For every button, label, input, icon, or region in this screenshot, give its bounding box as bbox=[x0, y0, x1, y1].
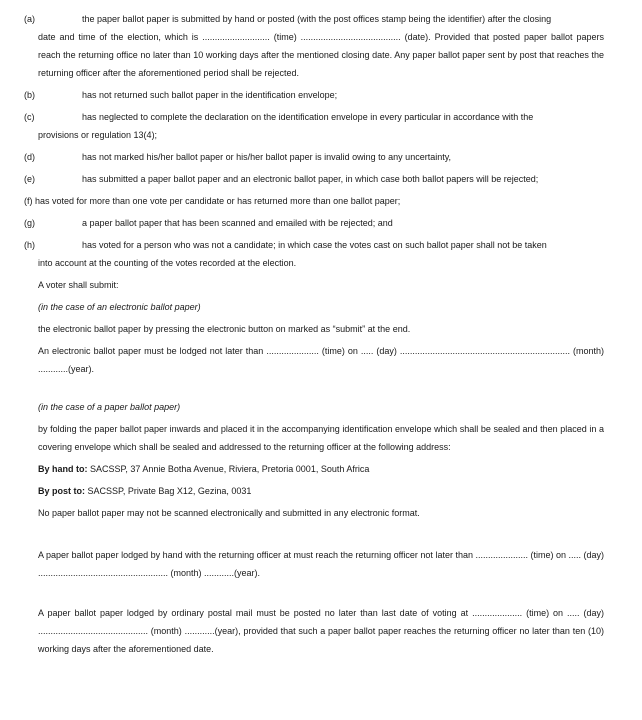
list-item-label: (d) bbox=[24, 152, 35, 162]
by-post-label: By post to: bbox=[38, 486, 85, 496]
post-deadline: A paper ballot paper lodged by ordinary postal mail must be posted no later than last date of voting at .................... (time) on ..... (day) ............................................ (month) ............(year), provided that such a paper ballot paper reaches the returning officer no later than ten (10) working days after the aforementioned date. bbox=[38, 608, 604, 654]
rejection-list-2 bbox=[24, 214, 604, 272]
list-item-label: (e) bbox=[24, 174, 35, 184]
paper-heading: (in the case of a paper ballot paper) bbox=[38, 402, 181, 412]
list-item-text: has voted for a person who was not a candidate; in which case the votes cast on such ballot paper shall not be taken bbox=[82, 240, 547, 250]
list-item-label: (h) bbox=[24, 240, 35, 250]
list-item-label: (a) bbox=[24, 14, 35, 24]
list-item-label: (b) bbox=[24, 90, 35, 100]
list-item-label: (c) bbox=[24, 112, 35, 122]
list-item-continuation: provisions or regulation 13(4); bbox=[38, 130, 158, 140]
list-item bbox=[24, 170, 604, 188]
rejection-list bbox=[24, 10, 604, 188]
voter-submit: A voter shall submit: bbox=[38, 280, 119, 290]
list-item bbox=[24, 108, 604, 144]
by-post-line bbox=[24, 482, 604, 500]
list-item bbox=[24, 86, 604, 104]
no-scan-notice: No paper ballot paper may not be scanned electronically and submitted in any electronic format. bbox=[38, 508, 420, 518]
by-post-address: SACSSP, Private Bag X12, Gezina, 0031 bbox=[85, 486, 252, 496]
list-item-text: a paper ballot paper that has been scanned and emailed with be rejected; and bbox=[82, 218, 393, 228]
paper-text: by folding the paper ballot paper inwards and placed it in the accompanying identification envelope which shall be sealed and then placed in a covering envelope which shall be sealed and addressed to the returning officer at the following address: bbox=[38, 424, 604, 452]
list-item-continuation: into account at the counting of the votes recorded at the election. bbox=[38, 258, 297, 268]
by-hand-address: SACSSP, 37 Annie Botha Avenue, Riviera, Pretoria 0001, South Africa bbox=[87, 464, 370, 474]
list-item-f bbox=[24, 192, 604, 210]
electronic-heading: (in the case of an electronic ballot paper) bbox=[38, 302, 201, 312]
list-item-label: (g) bbox=[24, 218, 35, 228]
list-item-text: (f) has voted for more than one vote per candidate or has returned more than one ballot paper; bbox=[24, 196, 401, 206]
electronic-text: the electronic ballot paper by pressing the electronic button on marked as “submit” at the end. bbox=[38, 324, 411, 334]
list-item-text: has submitted a paper ballot paper and an electronic ballot paper, in which case both ballot papers will be rejected; bbox=[82, 174, 539, 184]
list-item bbox=[24, 214, 604, 232]
list-item bbox=[24, 148, 604, 166]
list-item-text: the paper ballot paper is submitted by hand or posted (with the post offices stamp being the identifier) after the closing bbox=[82, 14, 552, 24]
list-item bbox=[24, 236, 604, 272]
hand-deadline: A paper ballot paper lodged by hand with the returning officer at must reach the returning officer not later than ..................... (time) on ..... (day) .................................................... (month) ............(year). bbox=[38, 550, 604, 578]
list-item-text: has not marked his/her ballot paper or his/her ballot paper is invalid owing to any uncertainty, bbox=[82, 152, 452, 162]
list-item-text: has neglected to complete the declaration on the identification envelope in every particular in accordance with the bbox=[82, 112, 534, 122]
list-item bbox=[24, 10, 604, 82]
electronic-deadline: An electronic ballot paper must be lodged not later than ..................... (time) on ..... (day) .................................................................... (month) ............(year). bbox=[38, 346, 604, 374]
list-item-text: has not returned such ballot paper in the identification envelope; bbox=[82, 90, 338, 100]
by-hand-label: By hand to: bbox=[38, 464, 88, 474]
by-hand-line bbox=[24, 460, 604, 478]
list-item-continuation: date and time of the election, which is ........................... (time) ........................................ (date). Provided that posted paper ballot papers reach the returning office no later than 10 working days after the mentioned closing date. Any paper ballot paper sent by post that reaches the returning officer after the aforementioned period shall be rejected. bbox=[38, 32, 604, 78]
